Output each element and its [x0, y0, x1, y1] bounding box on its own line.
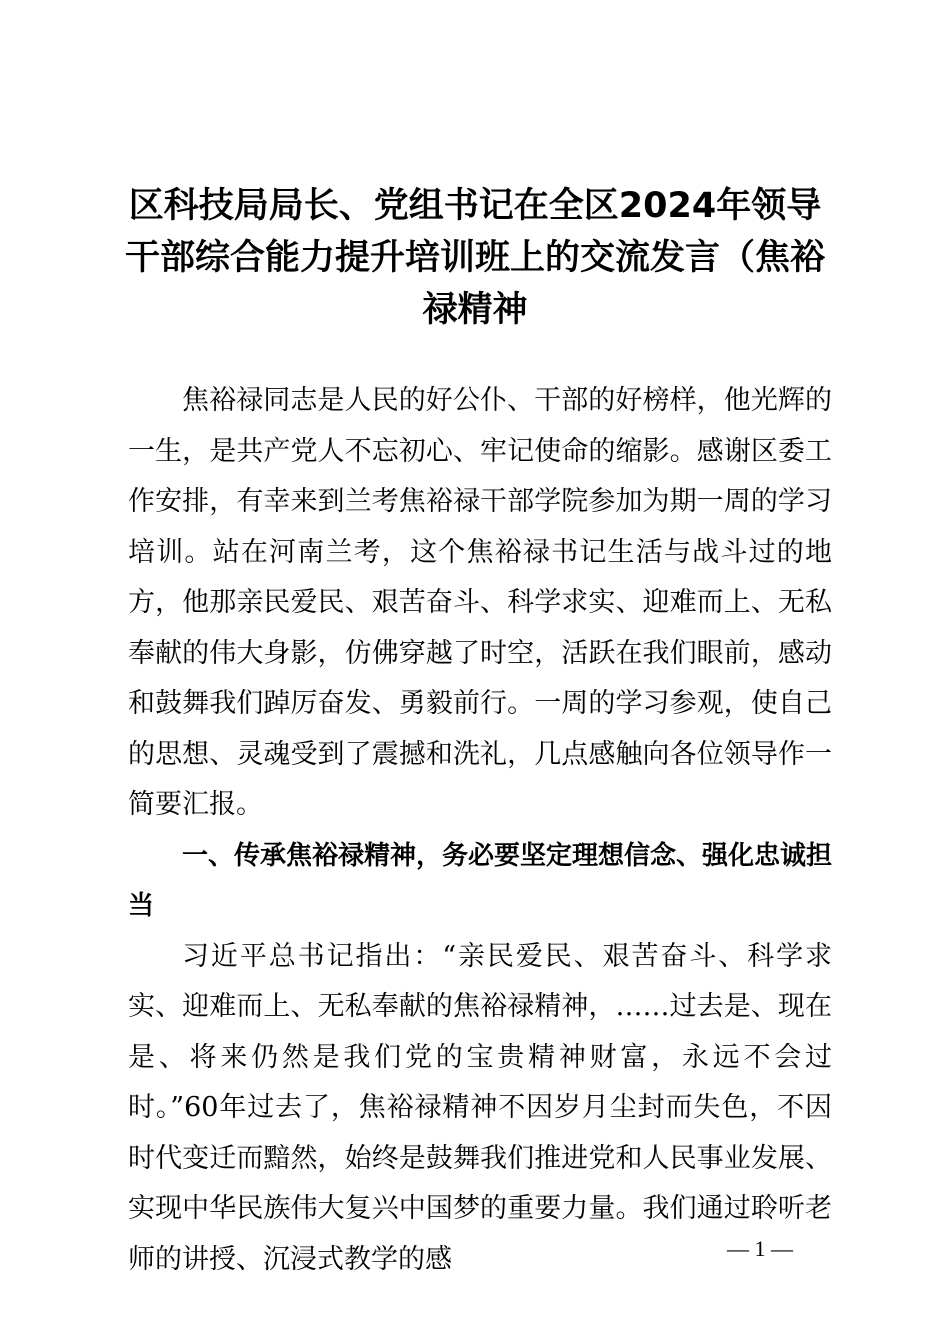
document-title: 区科技局局长、党组书记在全区2024年领导干部综合能力提升培训班上的交流发言（焦裕禄精神: [124, 186, 825, 330]
section-1-paragraph: 习近平总书记指出：“亲民爱民、艰苦奋斗、科学求实、迎难而上、无私奉献的焦裕禄精神，……过去是、现在是、将来仍然是我们党的宝贵精神财富，永远不会过时。”60年过去了，焦裕禄精神不因岁月尘封而失色，不因时代变迁而黯然，始终是鼓舞我们推进党和人民事业发展、实现中华民族伟大复兴中国梦的重要力量。我们通过聆听老师的讲授、沉浸式教学的感: [128, 940, 832, 1275]
intro-paragraph: 焦裕禄同志是人民的好公仆、干部的好榜样，他光辉的一生，是共产党人不忘初心、牢记使命的缩影。感谢区委工作安排，有幸来到兰考焦裕禄干部学院参加为期一周的学习培训。站在河南兰考，这个焦裕禄书记生活与战斗过的地方，他那亲民爱民、艰苦奋斗、科学求实、迎难而上、无私奉献的伟大身影，仿佛穿越了时空，活跃在我们眼前，感动和鼓舞我们踔厉奋发、勇毅前行。一周的学习参观，使自己的思想、灵魂受到了震撼和洗礼，几点感触向各位领导作一简要汇报。: [128, 385, 832, 820]
page-number: — 1 —: [727, 1236, 793, 1261]
document-body: [128, 376, 832, 1285]
section-heading-1: 一、传承焦裕禄精神，务必要坚定理想信念、强化忠诚担当: [128, 840, 833, 921]
